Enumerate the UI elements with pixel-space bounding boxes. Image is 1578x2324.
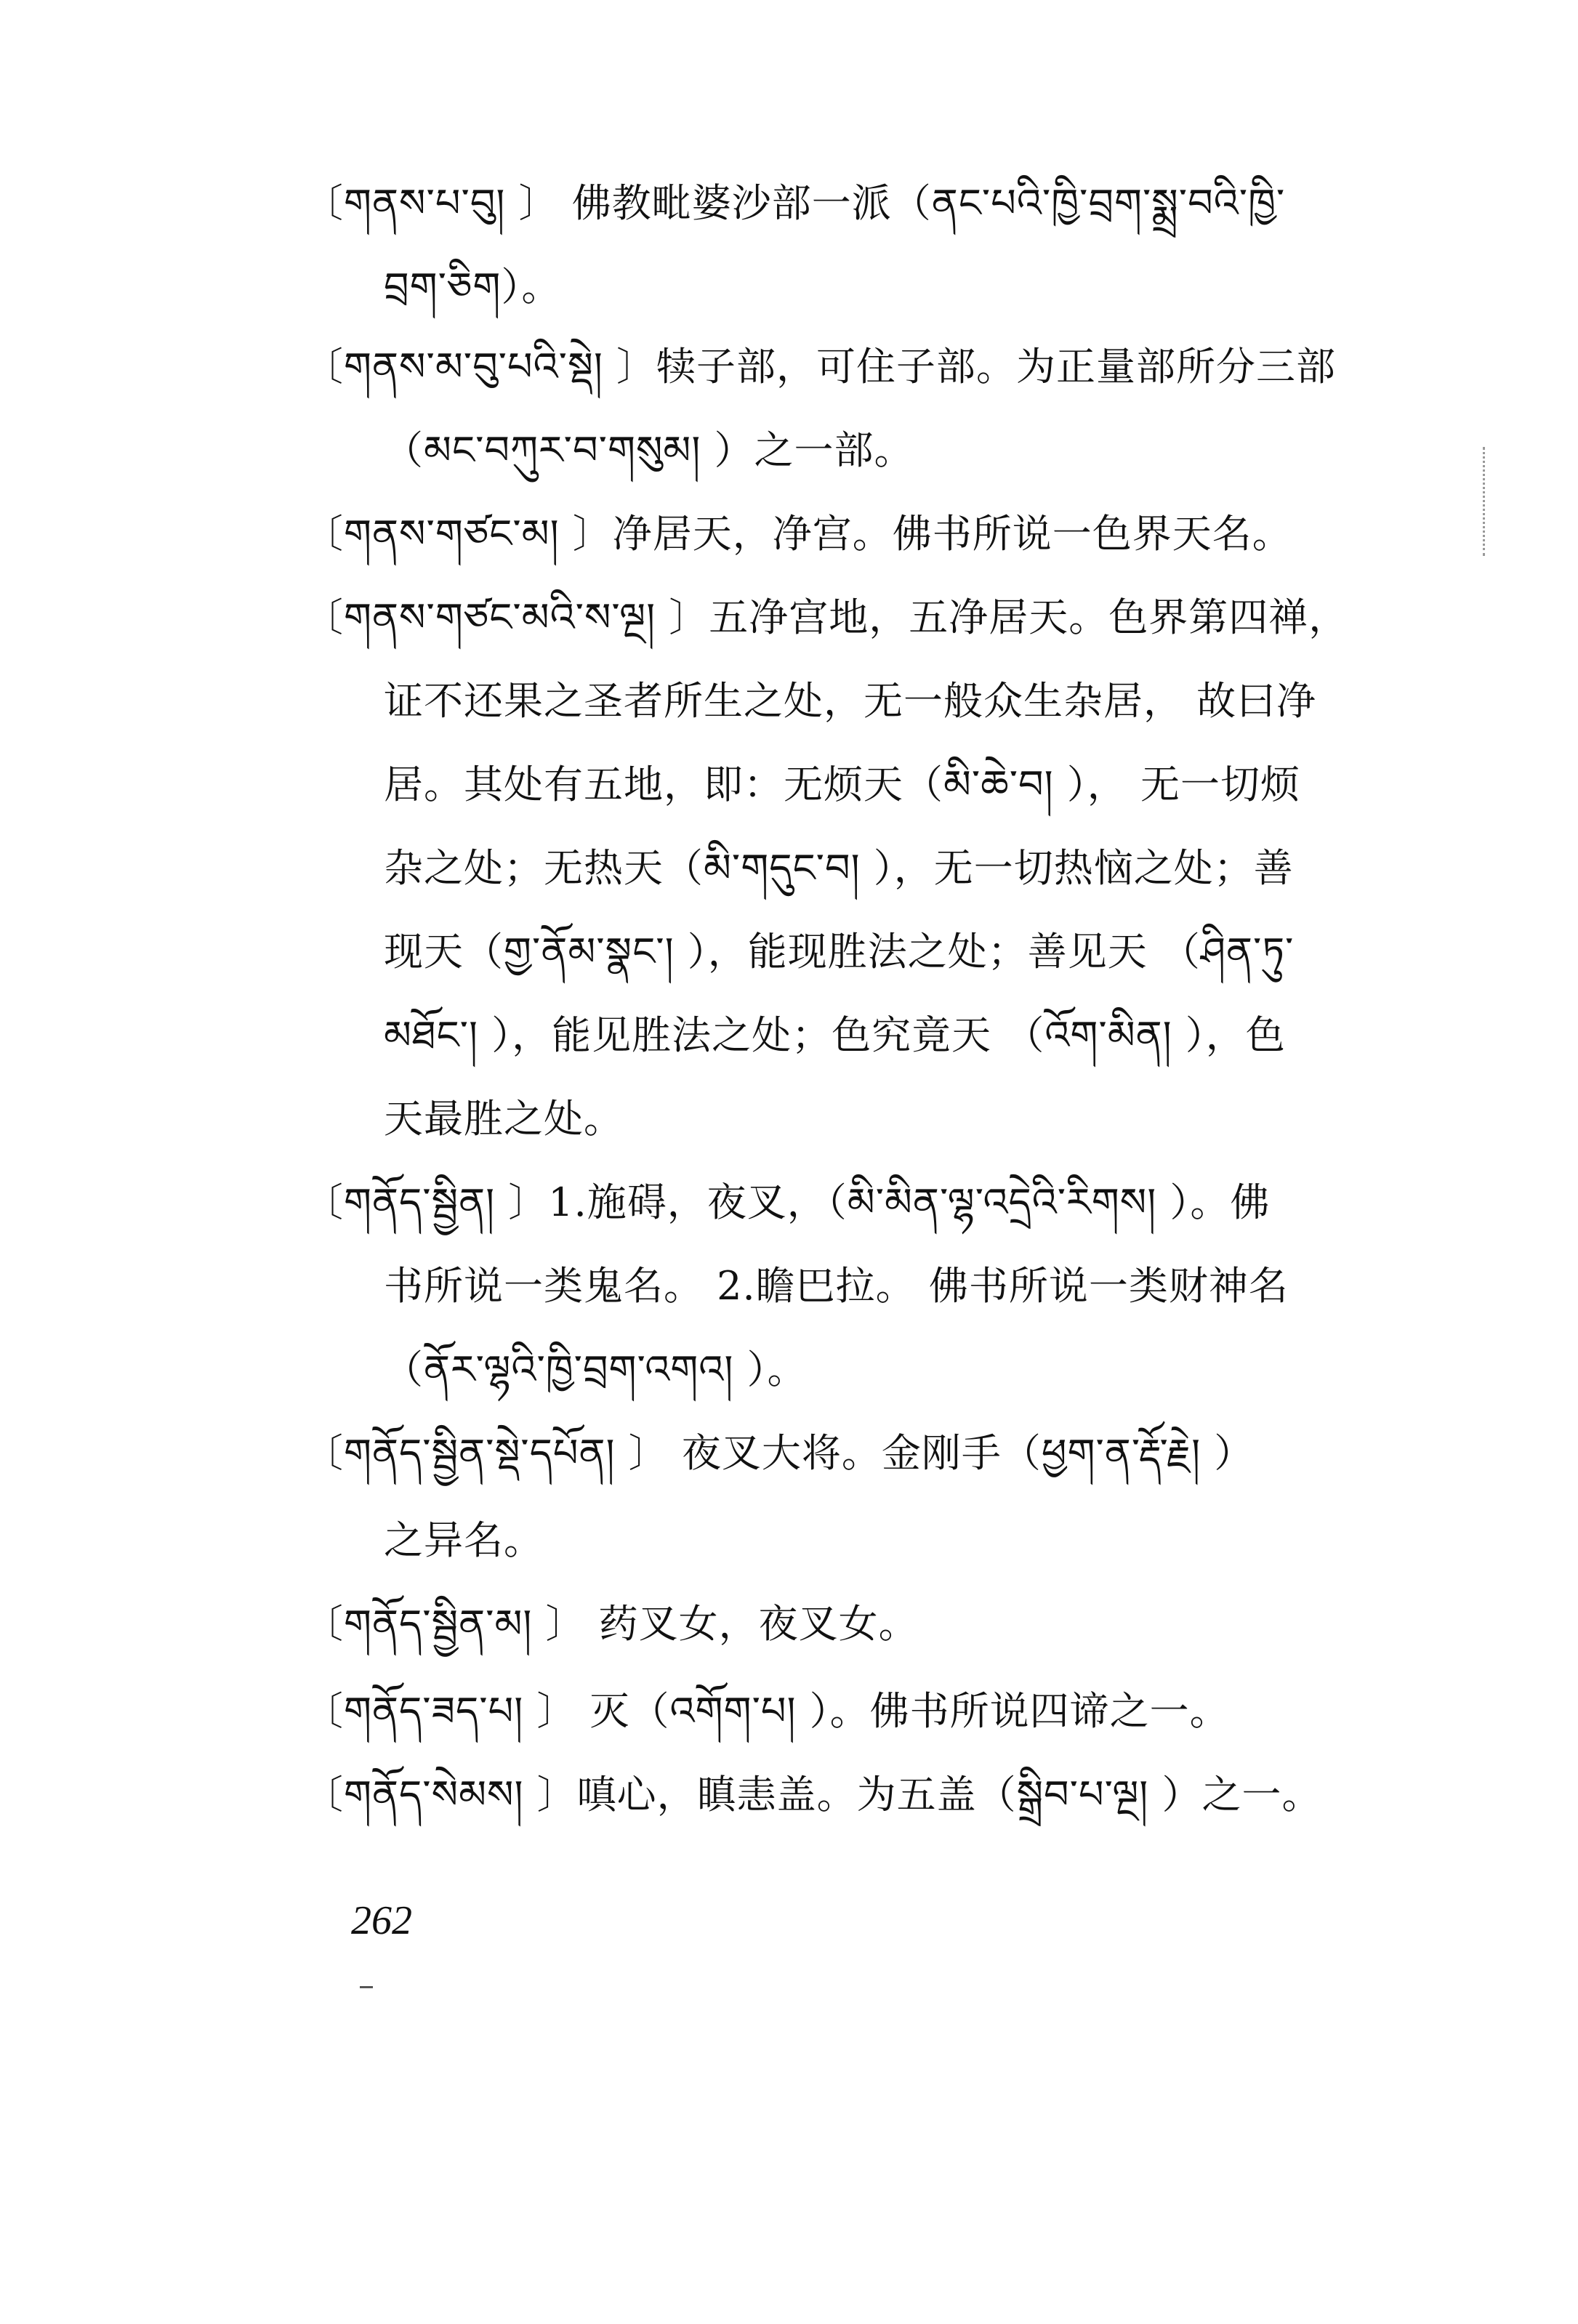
- entry-line: 〔གནས་མ་བུ་པའི་སྡེ། 〕犊子部，可住子部。为正量部所分三部: [304, 344, 1336, 390]
- entry-line: 证不还果之圣者所生之处，无一般众生杂居， 故曰净: [384, 678, 1317, 724]
- entry-line: 〔གནོད་ཟད་པ། 〕 灭（འགོག་པ། ）。佛书所说四谛之一。: [304, 1688, 1230, 1734]
- entry-line: （ནོར་ལྷའི་ཁྱི་བྲག་འགའ། ）。: [384, 1347, 808, 1392]
- page-number: 262: [351, 1898, 412, 1943]
- entry-line: 现天（གྱ་ནོམ་སྣང་། ），能现胜法之处；善见天 （ཤིན་ཏུ་: [384, 929, 1295, 975]
- entry-line: 天最胜之处。: [384, 1096, 624, 1142]
- entry-line: 〔གནས་གཙང་མ། 〕净居天，净宫。佛书所说一色界天名。: [304, 511, 1292, 557]
- entry-line: 书所说一类鬼名。 2.瞻巴拉。 佛书所说一类财神名: [384, 1263, 1289, 1309]
- entry-line: 〔གནོད་སྦྱིན་སྡེ་དཔོན། 〕 夜叉大将。金刚手（ཕྱག་ན་རྡོ་རྗེ། ）: [304, 1430, 1255, 1476]
- scan-speckle-mark: [1483, 447, 1498, 556]
- entry-line: 之异名。: [384, 1517, 544, 1563]
- entry-line: བྲག་ཅིག）。: [384, 264, 562, 310]
- entry-line: 居。其处有五地，即：无烦天（མི་ཆེ་བ། ）， 无一切烦: [384, 762, 1300, 807]
- entry-line: 〔གནས་པ་བུ། 〕 佛教毗婆沙部一派（ནང་པའི་ཁྱི་བྲག་སྨྲ་བའི་ཁྱི་: [304, 180, 1286, 226]
- entry-line: 〔གནོད་སེམས། 〕嗔心，瞋恚盖。为五盖（སྒྲིབ་པ་ལྔ། ）之一。: [304, 1772, 1322, 1817]
- entry-line: 杂之处；无热天（མི་གདུང་བ། ），无一切热恼之处；善: [384, 845, 1294, 891]
- entry-line: 〔གནོད་སྦྱིན། 〕1.施碍，夜叉，（མི་མིན་ལྷ་འདྲེའི་རིགས། ）。佛: [304, 1179, 1271, 1225]
- entry-line: 〔གནོད་སྦྱིན་མ། 〕 药叉女，夜叉女。: [304, 1601, 919, 1647]
- entry-line: མཐོང་། ），能见胜法之处；色究竟天 （འོག་མིན། ），色: [384, 1012, 1286, 1058]
- scan-dash-mark: [360, 1986, 373, 1988]
- entry-line: 〔གནས་གཙང་མའི་ས་ལྔ། 〕五净宫地，五净居天。色界第四禅，: [304, 594, 1349, 640]
- entry-line: （མང་བཀུར་བ་གསུམ། ）之一部。: [384, 427, 914, 473]
